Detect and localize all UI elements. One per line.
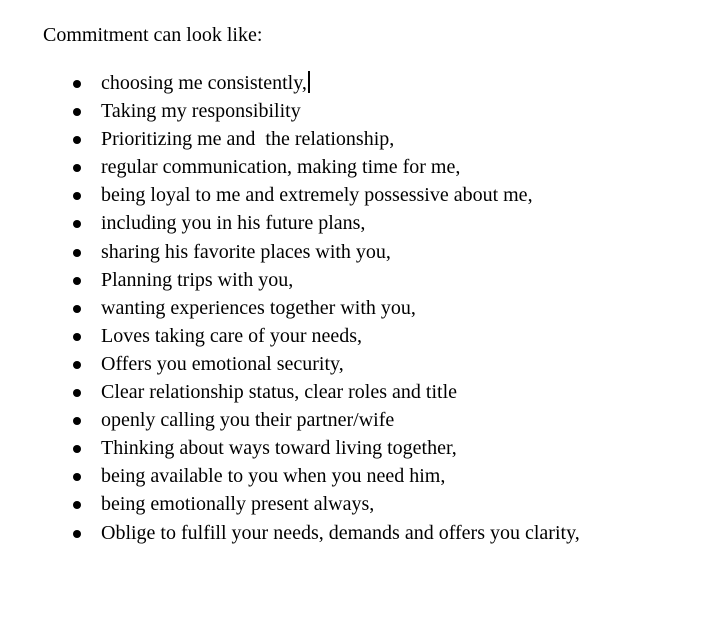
list-item-text[interactable]: Clear relationship status, clear roles and title — [101, 381, 457, 404]
list-item-text[interactable]: Taking my responsibility — [101, 100, 301, 123]
bullet-icon — [73, 80, 81, 88]
bullet-icon — [73, 361, 81, 369]
list-item-text[interactable]: openly calling you their partner/wife — [101, 409, 395, 432]
list-item-text[interactable]: Oblige to fulfill your needs, demands and offers you clarity, — [101, 521, 580, 544]
list-item — [0, 71, 307, 99]
list-item-text[interactable]: regular communication, making time for me, — [101, 156, 461, 179]
list-item — [0, 183, 533, 211]
list-item-text[interactable]: being emotionally present always, — [101, 493, 375, 516]
bullet-icon — [73, 164, 81, 172]
list-item-text[interactable]: including you in his future plans, — [101, 212, 366, 235]
bullet-icon — [73, 473, 81, 481]
bullet-icon — [73, 220, 81, 228]
list-item — [0, 127, 395, 155]
bullet-icon — [73, 277, 81, 285]
bullet-icon — [73, 445, 81, 453]
list-item-text[interactable]: Loves taking care of your needs, — [101, 324, 363, 347]
list-item — [0, 492, 375, 520]
list-item — [0, 324, 363, 352]
list-item — [0, 268, 294, 296]
list-item — [0, 352, 344, 380]
list-item — [0, 99, 301, 127]
bullet-icon — [73, 389, 81, 397]
list-item-text[interactable]: being loyal to me and extremely possessive about me, — [101, 184, 533, 207]
list-item-text[interactable]: Offers you emotional security, — [101, 352, 344, 375]
bullet-icon — [73, 249, 81, 257]
bullet-icon — [73, 417, 81, 425]
list-item-text[interactable]: being available to you when you need him, — [101, 465, 446, 488]
list-item — [0, 240, 391, 268]
list-item-text[interactable]: Prioritizing me and the relationship, — [101, 128, 395, 151]
list-item-text[interactable]: wanting experiences together with you, — [101, 296, 416, 319]
list-item — [0, 155, 461, 183]
list-item — [0, 380, 457, 408]
bullet-icon — [73, 501, 81, 509]
list-item — [0, 211, 366, 239]
bullet-icon — [73, 305, 81, 313]
list-item-text-content: choosing me consistently, — [101, 72, 307, 94]
list-item — [0, 436, 457, 464]
bullet-icon — [73, 530, 81, 538]
document-heading: Commitment can look like: — [43, 24, 263, 46]
list-item-text[interactable] — [101, 71, 310, 95]
bullet-icon — [73, 333, 81, 341]
bullet-icon — [73, 136, 81, 144]
list-item — [0, 296, 416, 324]
list-item — [0, 521, 580, 549]
list-item-text[interactable]: Thinking about ways toward living together, — [101, 437, 457, 460]
text-cursor — [308, 71, 310, 93]
list-item-text[interactable]: Planning trips with you, — [101, 268, 294, 291]
list-item — [0, 464, 446, 492]
bullet-icon — [73, 192, 81, 200]
bullet-list — [0, 71, 580, 549]
bullet-icon — [73, 108, 81, 116]
list-item-text[interactable]: sharing his favorite places with you, — [101, 240, 391, 263]
list-item — [0, 408, 395, 436]
